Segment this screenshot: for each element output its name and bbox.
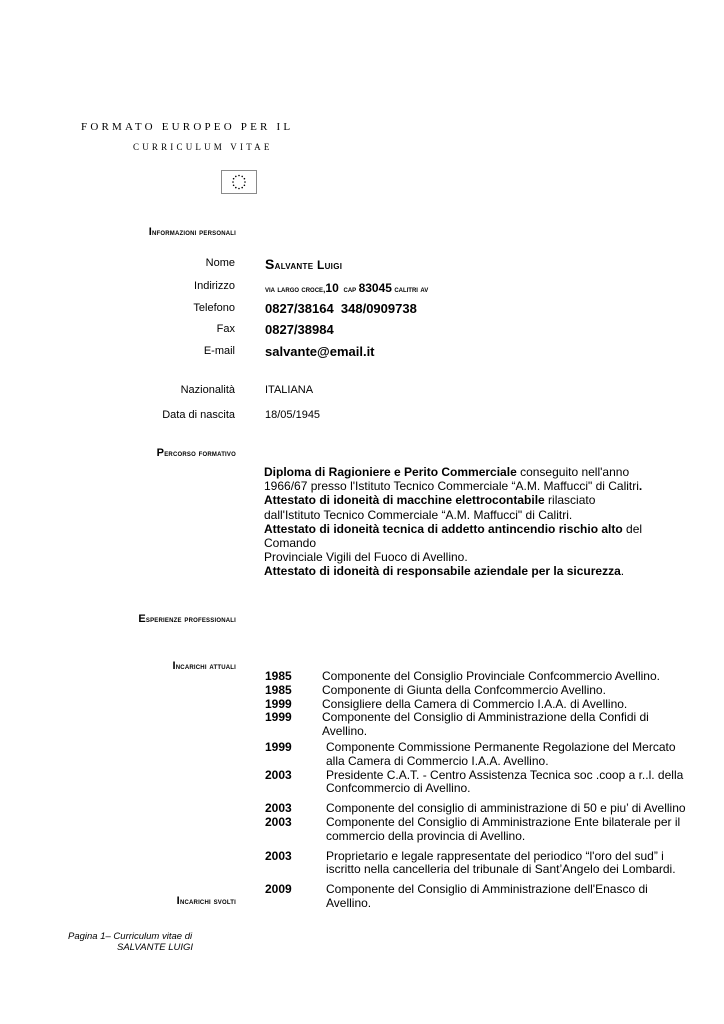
role-year: 2003: [265, 767, 292, 782]
page-footer: [68, 931, 193, 953]
role-year: 2003: [265, 848, 292, 863]
education-item: [264, 493, 644, 521]
education-item-title: Diploma di Ragioniere e Perito Commerciale: [264, 465, 517, 479]
birthdate-label: Data di nascita: [162, 409, 235, 421]
role-text: Proprietario e legale rappresentate del periodico “l'oro del sud” i iscritto nella cancelleria del tribunale di Sant’Angelo dei Lombardi.: [326, 848, 676, 877]
role-year: 2003: [265, 814, 292, 829]
role-text: Componente di Giunta della Confcommercio Avellino.: [322, 682, 606, 697]
section-education: Percorso formativo: [156, 447, 236, 459]
birthdate-value: 18/05/1945: [265, 409, 321, 421]
role-text: Componente del Consiglio di Amministrazione Ente bilaterale per il commercio della provincia di Avellino.: [326, 814, 681, 843]
education-list: [264, 465, 644, 579]
section-experience: Esperienze professionali: [138, 613, 236, 625]
section-personal-info: Informazioni personali: [148, 226, 236, 238]
education-item-text: rilasciato dall'Istituto Tecnico Commerciale “A.M. Maffucci" di Calitri.: [264, 493, 596, 522]
education-item: [264, 564, 644, 578]
address-city: calitri av: [394, 284, 429, 294]
nationality-label: Nazionalità: [180, 384, 235, 396]
address-label: Indirizzo: [194, 280, 235, 292]
role-row: [265, 698, 705, 712]
role-year: 2009: [265, 882, 292, 897]
role-row: [265, 883, 705, 911]
role-row: [265, 802, 705, 816]
phone-label: Telefono: [193, 302, 235, 314]
role-row: [265, 684, 705, 698]
role-text: Presidente C.A.T. - Centro Assistenza Tecnica soc .coop a r..l. della Confcommercio di Avellino.: [326, 767, 684, 796]
address-street: via largo croce,: [265, 284, 326, 294]
education-item-text: del Comando: [264, 521, 643, 551]
role-text: Componente Commissione Permanente Regolazione del Mercato alla Camera di Commercio I.A.A. Avellino.: [326, 739, 676, 768]
fax-label: Fax: [216, 323, 235, 335]
footer-line2: SALVANTE LUIGI: [117, 942, 194, 953]
education-item: [264, 465, 644, 493]
education-item-text: conseguito nell'anno 1966/67 presso l'Istituto Tecnico Commerciale “A.M. Maffucci" di Calitri: [264, 465, 639, 494]
address-value: [265, 281, 428, 295]
name-label: Nome: [205, 257, 235, 269]
role-row: [265, 769, 705, 797]
education-item-title: Attestato di idoneità tecnica di addetto antincendio rischio alto: [264, 521, 623, 536]
role-year: 1999: [265, 696, 292, 711]
role-row: [265, 670, 705, 684]
education-item-end: .: [638, 479, 643, 494]
phone-value: 0827/38164 348/0909738: [265, 301, 417, 316]
role-row: [265, 711, 705, 739]
role-year: 1985: [265, 669, 292, 683]
cv-title-line1: [81, 121, 293, 133]
email-label: E-mail: [203, 345, 235, 357]
education-item-title: Attestato di idoneità di responsabile aziendale per la sicurezza: [264, 564, 621, 579]
role-text: Consigliere della Camera di Commercio I.A.A. di Avellino.: [322, 696, 628, 711]
role-text: Componente del Consiglio Provinciale Confcommercio Avellino.: [322, 669, 660, 683]
name-value: Salvante Luigi: [265, 256, 343, 272]
role-text: Componente del Consiglio di Amministrazione dell'Enasco di Avellino.: [326, 882, 648, 910]
role-text: Componente del consiglio di amministrazione di 50 e piu’ di Avellino: [326, 801, 686, 816]
role-year: 1985: [265, 682, 292, 697]
cv-title-text2: CURRICULUM VITAE: [133, 142, 273, 152]
education-item-text: .: [620, 564, 625, 579]
eu-flag-icon: [221, 170, 257, 194]
address-cap: 83045: [358, 281, 392, 295]
education-item-text: Provinciale Vigili del Fuoco di Avellino.: [264, 550, 468, 565]
cv-title-text1: FORMATO EUROPEO PER IL: [81, 121, 294, 133]
email-value: salvante@email.it: [265, 344, 375, 359]
cv-title-line2: [133, 142, 273, 152]
role-row: [265, 741, 705, 769]
address-number: 10: [325, 281, 339, 295]
fax-value: 0827/38984: [265, 322, 334, 337]
nationality-value: ITALIANA: [265, 384, 314, 396]
role-year: 2003: [265, 801, 292, 816]
role-row: [265, 850, 705, 878]
role-text: Componente del Consiglio di Amministrazione della Confidi di Avellino.: [322, 710, 649, 739]
section-current-roles: Incarichi attuali: [172, 660, 236, 672]
education-item: [264, 522, 644, 565]
address-cap-label: cap: [343, 284, 357, 294]
section-past-roles: Incarichi svolti: [176, 895, 236, 907]
role-year: 1999: [265, 710, 292, 725]
role-year: 1999: [265, 739, 292, 754]
footer-line1: Pagina 1– Curriculum vitae di: [68, 931, 193, 942]
education-item-title: Attestato di idoneità di macchine elettrocontabile: [264, 493, 545, 508]
role-row: [265, 816, 705, 844]
roles-list: [265, 670, 705, 911]
